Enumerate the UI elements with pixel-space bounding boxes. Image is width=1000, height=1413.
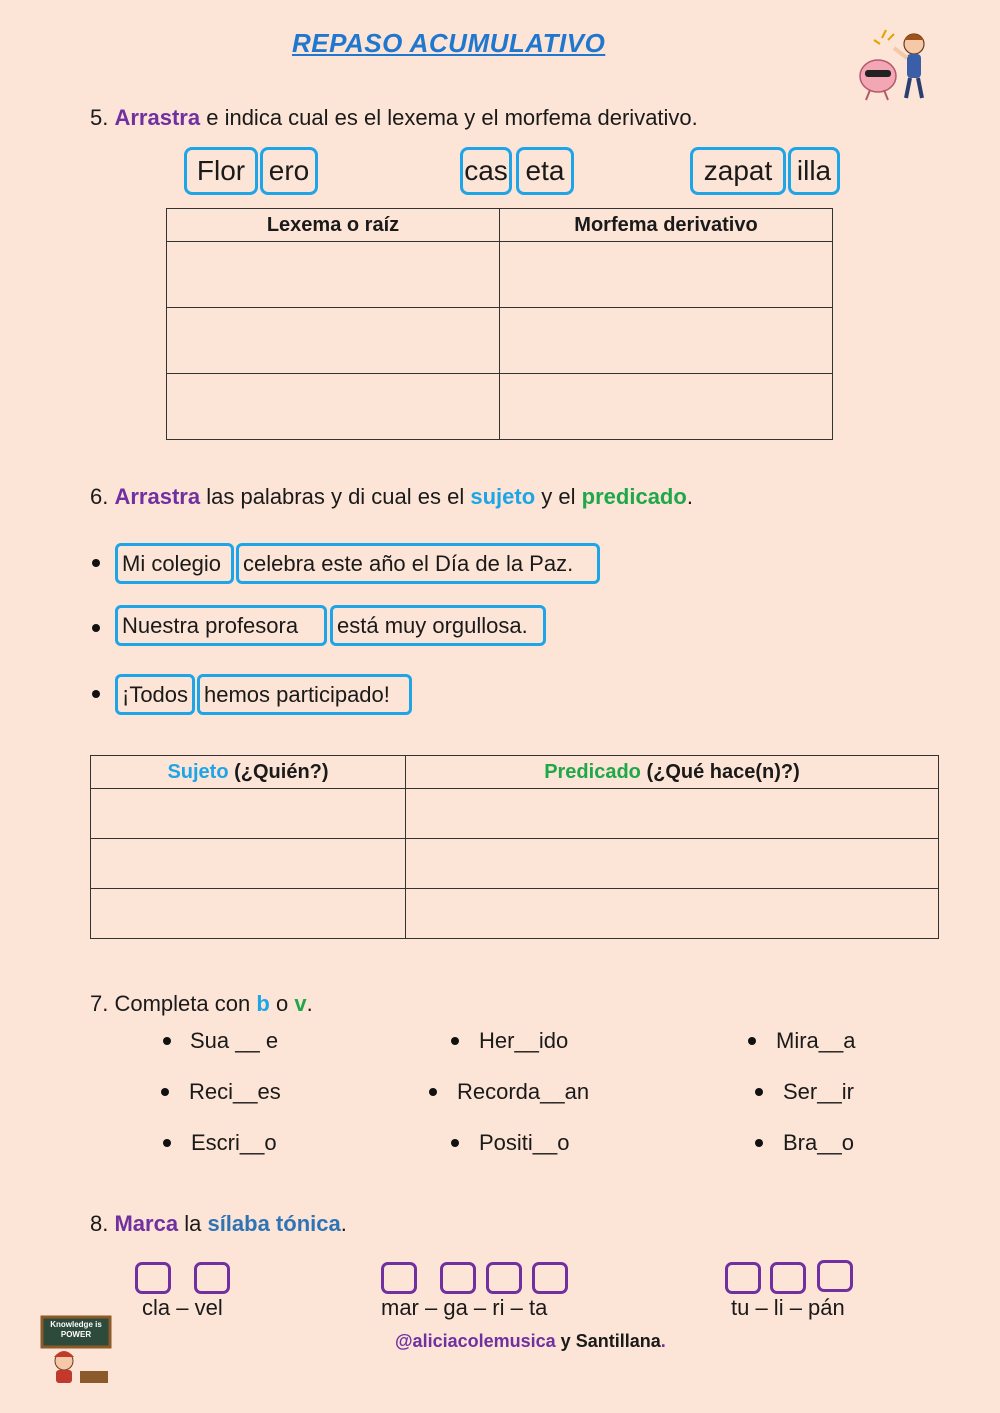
syllable-checkbox[interactable] — [725, 1262, 761, 1294]
fill-blank-word[interactable]: Sua __ e — [190, 1028, 279, 1053]
question-number: 7. — [90, 991, 109, 1016]
drop-cell[interactable] — [91, 789, 406, 839]
drag-chip-subject[interactable] — [115, 605, 327, 646]
question-number: 6. — [90, 484, 109, 509]
letter-b: b — [256, 991, 270, 1016]
fill-blank-word[interactable]: Ser__ir — [783, 1079, 854, 1104]
tile-label: illa — [796, 155, 832, 186]
drop-cell[interactable] — [406, 889, 939, 939]
tile-label: cas — [464, 155, 508, 186]
instruction-text: Completa con — [114, 991, 251, 1016]
tile-label: Flor — [196, 155, 246, 186]
letter-v: v — [294, 991, 307, 1016]
syllable-checkbox[interactable] — [381, 1262, 417, 1294]
bullet-icon — [755, 1139, 763, 1147]
header-predicado-label: Predicado — [544, 760, 641, 783]
instruction-verb: Arrastra — [114, 484, 201, 509]
header-sujeto-question: (¿Quién?) — [234, 760, 329, 783]
drop-cell[interactable] — [167, 374, 500, 440]
instruction-text: la — [184, 1211, 202, 1236]
bullet-icon — [163, 1037, 171, 1045]
syllable-checkbox[interactable] — [440, 1262, 476, 1294]
bullet-icon — [429, 1088, 437, 1096]
drag-tile-morpheme[interactable] — [788, 147, 840, 195]
drag-chip-predicate[interactable] — [236, 543, 600, 584]
question-number: 8. — [90, 1211, 109, 1236]
instruction-text: e indica cual es el lexema y el morfema derivativo. — [206, 105, 698, 130]
question-5-instruction — [90, 105, 698, 131]
tile-label: ero — [268, 155, 310, 186]
column-header-sujeto — [91, 756, 406, 789]
syllable-word: tu – li – pán — [731, 1295, 845, 1320]
chip-label: está muy orgullosa. — [337, 612, 528, 638]
chip-label: celebra este año el Día de la Paz. — [243, 550, 574, 576]
footer-dot: . — [660, 1331, 666, 1351]
chip-label: Nuestra profesora — [122, 612, 299, 638]
fill-blank-word[interactable]: Escri__o — [191, 1130, 277, 1155]
keyword-silaba-tonica: sílaba tónica — [207, 1211, 341, 1236]
bullet-icon — [755, 1088, 763, 1096]
syllable-checkbox[interactable] — [135, 1262, 171, 1294]
drop-cell[interactable] — [167, 242, 500, 308]
syllable-checkbox[interactable] — [194, 1262, 230, 1294]
page-title: REPASO ACUMULATIVO — [292, 28, 606, 58]
drag-tile-lexeme[interactable] — [184, 147, 258, 195]
drag-chip-predicate[interactable] — [330, 605, 546, 646]
syllable-checkbox[interactable] — [486, 1262, 522, 1294]
question-8-instruction — [90, 1211, 347, 1237]
footer-handle: @aliciacolemusica — [395, 1331, 556, 1351]
instruction-text: y el — [541, 484, 576, 509]
drag-tile-lexeme[interactable] — [460, 147, 512, 195]
drag-chip-subject[interactable] — [115, 543, 234, 584]
drop-cell[interactable] — [500, 308, 833, 374]
drag-tile-morpheme[interactable] — [516, 147, 574, 195]
fill-blank-word[interactable]: Bra__o — [783, 1130, 854, 1155]
keyword-sujeto: sujeto — [470, 484, 536, 509]
instruction-end: . — [306, 991, 313, 1016]
bullet-icon — [451, 1037, 459, 1045]
drag-tile-morpheme[interactable] — [260, 147, 318, 195]
syllable-checkbox[interactable] — [770, 1262, 806, 1294]
tile-label: zapat — [703, 155, 773, 186]
footer-brand: Santillana — [575, 1331, 661, 1351]
fill-blank-word[interactable]: Reci__es — [189, 1079, 281, 1104]
knowledge-badge-illustration — [40, 1315, 112, 1385]
header-sujeto-label: Sujeto — [167, 760, 229, 783]
fill-blank-word[interactable]: Recorda__an — [457, 1079, 590, 1104]
question-6-instruction — [90, 484, 693, 510]
character-illustration — [852, 26, 938, 102]
footer-credit — [395, 1331, 666, 1352]
header-predicado-question: (¿Qué hace(n)?) — [646, 760, 800, 783]
column-header-morpheme: Morfema derivativo — [500, 209, 833, 242]
instruction-verb: Marca — [114, 1211, 179, 1236]
drop-cell[interactable] — [500, 374, 833, 440]
drop-cell[interactable] — [167, 308, 500, 374]
drop-cell[interactable] — [91, 839, 406, 889]
syllable-checkbox[interactable] — [532, 1262, 568, 1294]
bullet-icon — [92, 559, 100, 567]
keyword-predicado: predicado — [581, 484, 687, 509]
instruction-verb: Arrastra — [114, 105, 201, 130]
drop-cell[interactable] — [91, 889, 406, 939]
lexeme-morpheme-table — [166, 208, 833, 440]
chip-label: Mi colegio — [122, 550, 222, 576]
drag-chip-predicate[interactable] — [197, 674, 412, 715]
column-header-predicado — [406, 756, 939, 789]
badge-text: Knowledge is POWER — [50, 1320, 102, 1339]
instruction-text: las palabras y di cual es el — [206, 484, 465, 509]
bullet-icon — [451, 1139, 459, 1147]
subject-predicate-table — [90, 755, 939, 939]
bullet-icon — [163, 1139, 171, 1147]
fill-blank-word[interactable]: Her__ido — [479, 1028, 569, 1053]
syllable-checkbox[interactable] — [817, 1260, 853, 1292]
bullet-icon — [92, 690, 100, 698]
drop-cell[interactable] — [500, 242, 833, 308]
question-7-instruction — [90, 991, 313, 1017]
drag-chip-subject[interactable] — [115, 674, 195, 715]
question-number: 5. — [90, 105, 109, 130]
column-header-lexeme: Lexema o raíz — [167, 209, 500, 242]
drop-cell[interactable] — [406, 839, 939, 889]
chip-label: ¡Todos — [122, 681, 189, 707]
syllable-word: mar – ga – ri – ta — [381, 1295, 548, 1320]
bullet-icon — [92, 624, 100, 632]
fill-blank-word[interactable]: Positi__o — [479, 1130, 570, 1155]
drag-tile-lexeme[interactable] — [690, 147, 786, 195]
chip-label: hemos participado! — [204, 681, 390, 707]
drop-cell[interactable] — [406, 789, 939, 839]
bullet-icon — [748, 1037, 756, 1045]
instruction-text: o — [275, 991, 289, 1016]
fill-blank-word[interactable]: Mira__a — [776, 1028, 856, 1053]
instruction-end: . — [686, 484, 693, 509]
bullet-icon — [161, 1088, 169, 1096]
tile-label: eta — [525, 155, 565, 186]
instruction-end: . — [340, 1211, 347, 1236]
syllable-word: cla – vel — [142, 1295, 223, 1320]
footer-y: y — [560, 1331, 571, 1351]
